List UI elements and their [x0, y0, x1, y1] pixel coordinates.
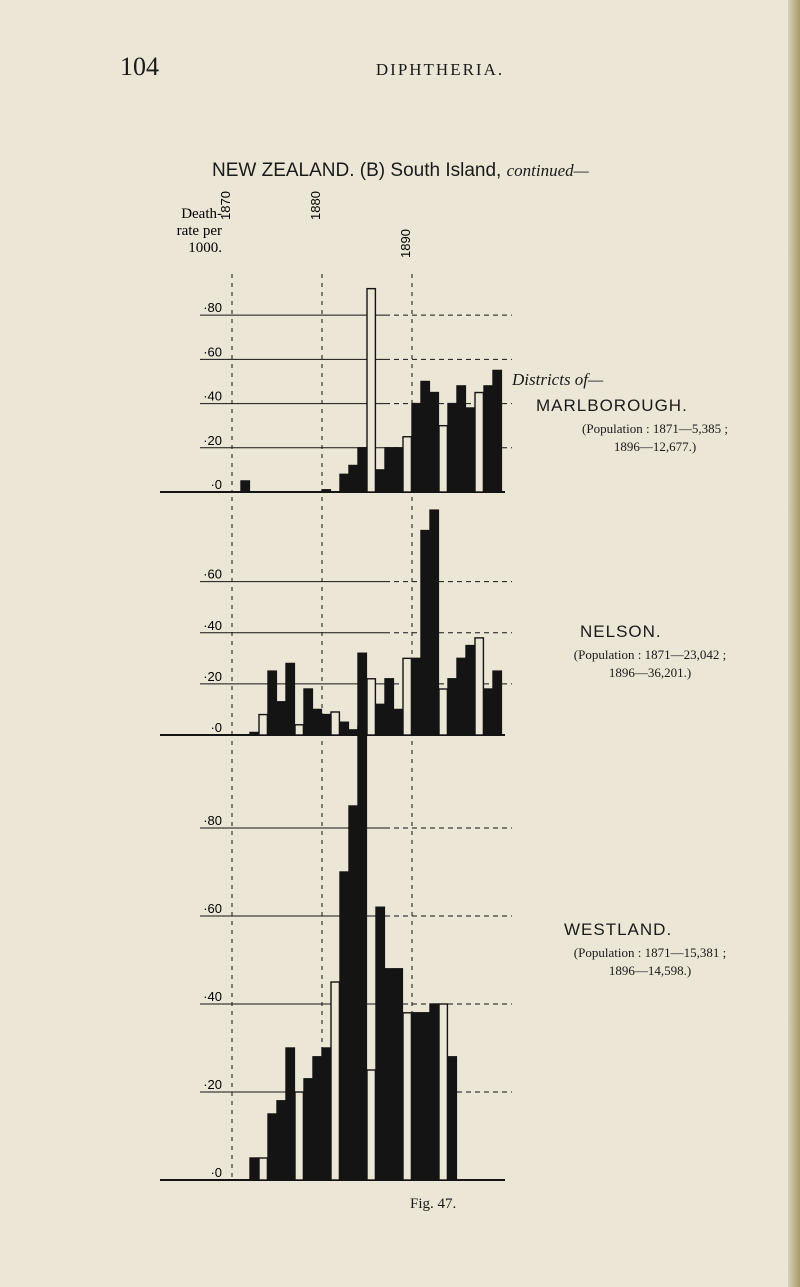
- year-label: 1880: [308, 191, 323, 220]
- page-number: 104: [120, 52, 159, 81]
- bar: [286, 1048, 294, 1180]
- bar: [457, 658, 465, 735]
- y-tick-label: ·60: [203, 344, 222, 360]
- population-line: (Population : 1871—23,042 ;: [573, 647, 727, 662]
- bar: [322, 1048, 330, 1180]
- bar: [412, 1013, 420, 1180]
- bar: [358, 653, 366, 735]
- bar: [394, 448, 402, 492]
- bar: [385, 969, 393, 1180]
- bar: [367, 1070, 375, 1180]
- bar: [376, 907, 384, 1180]
- bar: [475, 638, 483, 735]
- population-line: 1896—36,201.): [608, 665, 692, 680]
- bar: [394, 709, 402, 735]
- bar: [421, 381, 429, 492]
- y-tick-label: ·20: [203, 432, 222, 448]
- bar: [313, 1057, 321, 1180]
- bar: [331, 712, 339, 735]
- population-line: 1896—14,598.): [608, 963, 692, 978]
- bar: [493, 370, 501, 492]
- bar: [268, 1114, 276, 1180]
- bar: [412, 658, 420, 735]
- y-tick-label: ·40: [203, 388, 222, 404]
- bar: [340, 474, 348, 492]
- running-head: DIPHTHERIA.: [375, 60, 505, 79]
- population-line: 1896—12,677.): [613, 439, 697, 454]
- bar: [349, 806, 357, 1180]
- bar: [448, 404, 456, 492]
- year-label: 1890: [398, 229, 413, 258]
- district-population-westland: [500, 944, 800, 980]
- bar: [250, 1158, 258, 1180]
- bar: [448, 1057, 456, 1180]
- bar: [448, 679, 456, 735]
- bar: [304, 1079, 312, 1180]
- bar: [439, 426, 447, 492]
- district-name-westland: WESTLAND.: [564, 920, 673, 939]
- bar: [259, 715, 267, 735]
- bar: [322, 490, 330, 492]
- bar: [475, 393, 483, 492]
- y-axis-title-line: Death-: [181, 206, 222, 222]
- chart-panels: [160, 274, 512, 1180]
- bar: [367, 289, 375, 492]
- bar: [421, 1013, 429, 1180]
- figure-title-main: NEW ZEALAND. (B) South Island,: [212, 160, 502, 181]
- bar: [295, 1092, 303, 1180]
- bar: [313, 709, 321, 735]
- bar: [322, 715, 330, 735]
- bar: [376, 704, 384, 735]
- bar: [394, 969, 402, 1180]
- bar: [277, 702, 285, 735]
- bar: [376, 470, 384, 492]
- y-tick-label: ·40: [203, 617, 222, 633]
- y-tick-label: ·60: [203, 566, 222, 582]
- bar: [304, 689, 312, 735]
- chart-panel: [160, 726, 512, 1180]
- y-tick-label: ·80: [203, 300, 222, 316]
- bar: [358, 726, 366, 1180]
- year-label: 1870: [218, 191, 233, 220]
- population-line: (Population : 1871—15,381 ;: [573, 945, 727, 960]
- bar: [430, 510, 438, 735]
- bar: [331, 982, 339, 1180]
- bar: [295, 725, 303, 735]
- bar: [340, 872, 348, 1180]
- bar: [250, 732, 258, 735]
- y-tick-label: ·20: [203, 1077, 222, 1092]
- figure-caption: Fig. 47.: [410, 1196, 457, 1212]
- bar: [403, 437, 411, 492]
- districts-label: Districts of—: [512, 370, 604, 389]
- bar: [385, 448, 393, 492]
- district-population-marlborough: [510, 420, 800, 456]
- y-tick-label: ·60: [203, 901, 222, 916]
- population-line: (Population : 1871—5,385 ;: [582, 421, 728, 436]
- district-name-nelson: NELSON.: [580, 622, 662, 641]
- bar: [457, 386, 465, 492]
- bar: [358, 448, 366, 492]
- y-tick-label: ·80: [203, 813, 222, 828]
- bar: [385, 679, 393, 735]
- y-axis-title: [177, 206, 222, 256]
- year-labels: [218, 191, 413, 258]
- bar: [367, 679, 375, 735]
- bar: [340, 722, 348, 735]
- bar: [439, 689, 447, 735]
- y-axis-title-line: 1000.: [188, 240, 222, 256]
- district-name-marlborough: MARLBOROUGH.: [536, 396, 688, 415]
- y-tick-label: ·20: [203, 668, 222, 684]
- chart-panel: [160, 274, 512, 492]
- district-population-nelson: [500, 646, 800, 682]
- y-tick-label: ·0: [210, 720, 222, 735]
- figure-title-cont: continued—: [506, 161, 589, 180]
- bar: [484, 689, 492, 735]
- bar: [349, 465, 357, 492]
- bar: [403, 658, 411, 735]
- bar: [439, 1004, 447, 1180]
- bar: [466, 646, 474, 735]
- y-tick-label: ·0: [210, 477, 222, 492]
- y-tick-label: ·0: [210, 1165, 222, 1180]
- bar: [484, 386, 492, 492]
- bar: [421, 531, 429, 735]
- bar: [277, 1101, 285, 1180]
- bar: [259, 1158, 267, 1180]
- bar: [430, 393, 438, 492]
- bar: [241, 481, 249, 492]
- chart-panel: [160, 497, 512, 735]
- bar: [412, 404, 420, 492]
- bar: [430, 1004, 438, 1180]
- bar: [286, 663, 294, 735]
- y-tick-label: ·40: [203, 989, 222, 1004]
- bar: [349, 730, 357, 735]
- bar: [466, 408, 474, 492]
- y-axis-title-line: rate per: [176, 223, 222, 239]
- bar: [268, 671, 276, 735]
- bar: [403, 1013, 411, 1180]
